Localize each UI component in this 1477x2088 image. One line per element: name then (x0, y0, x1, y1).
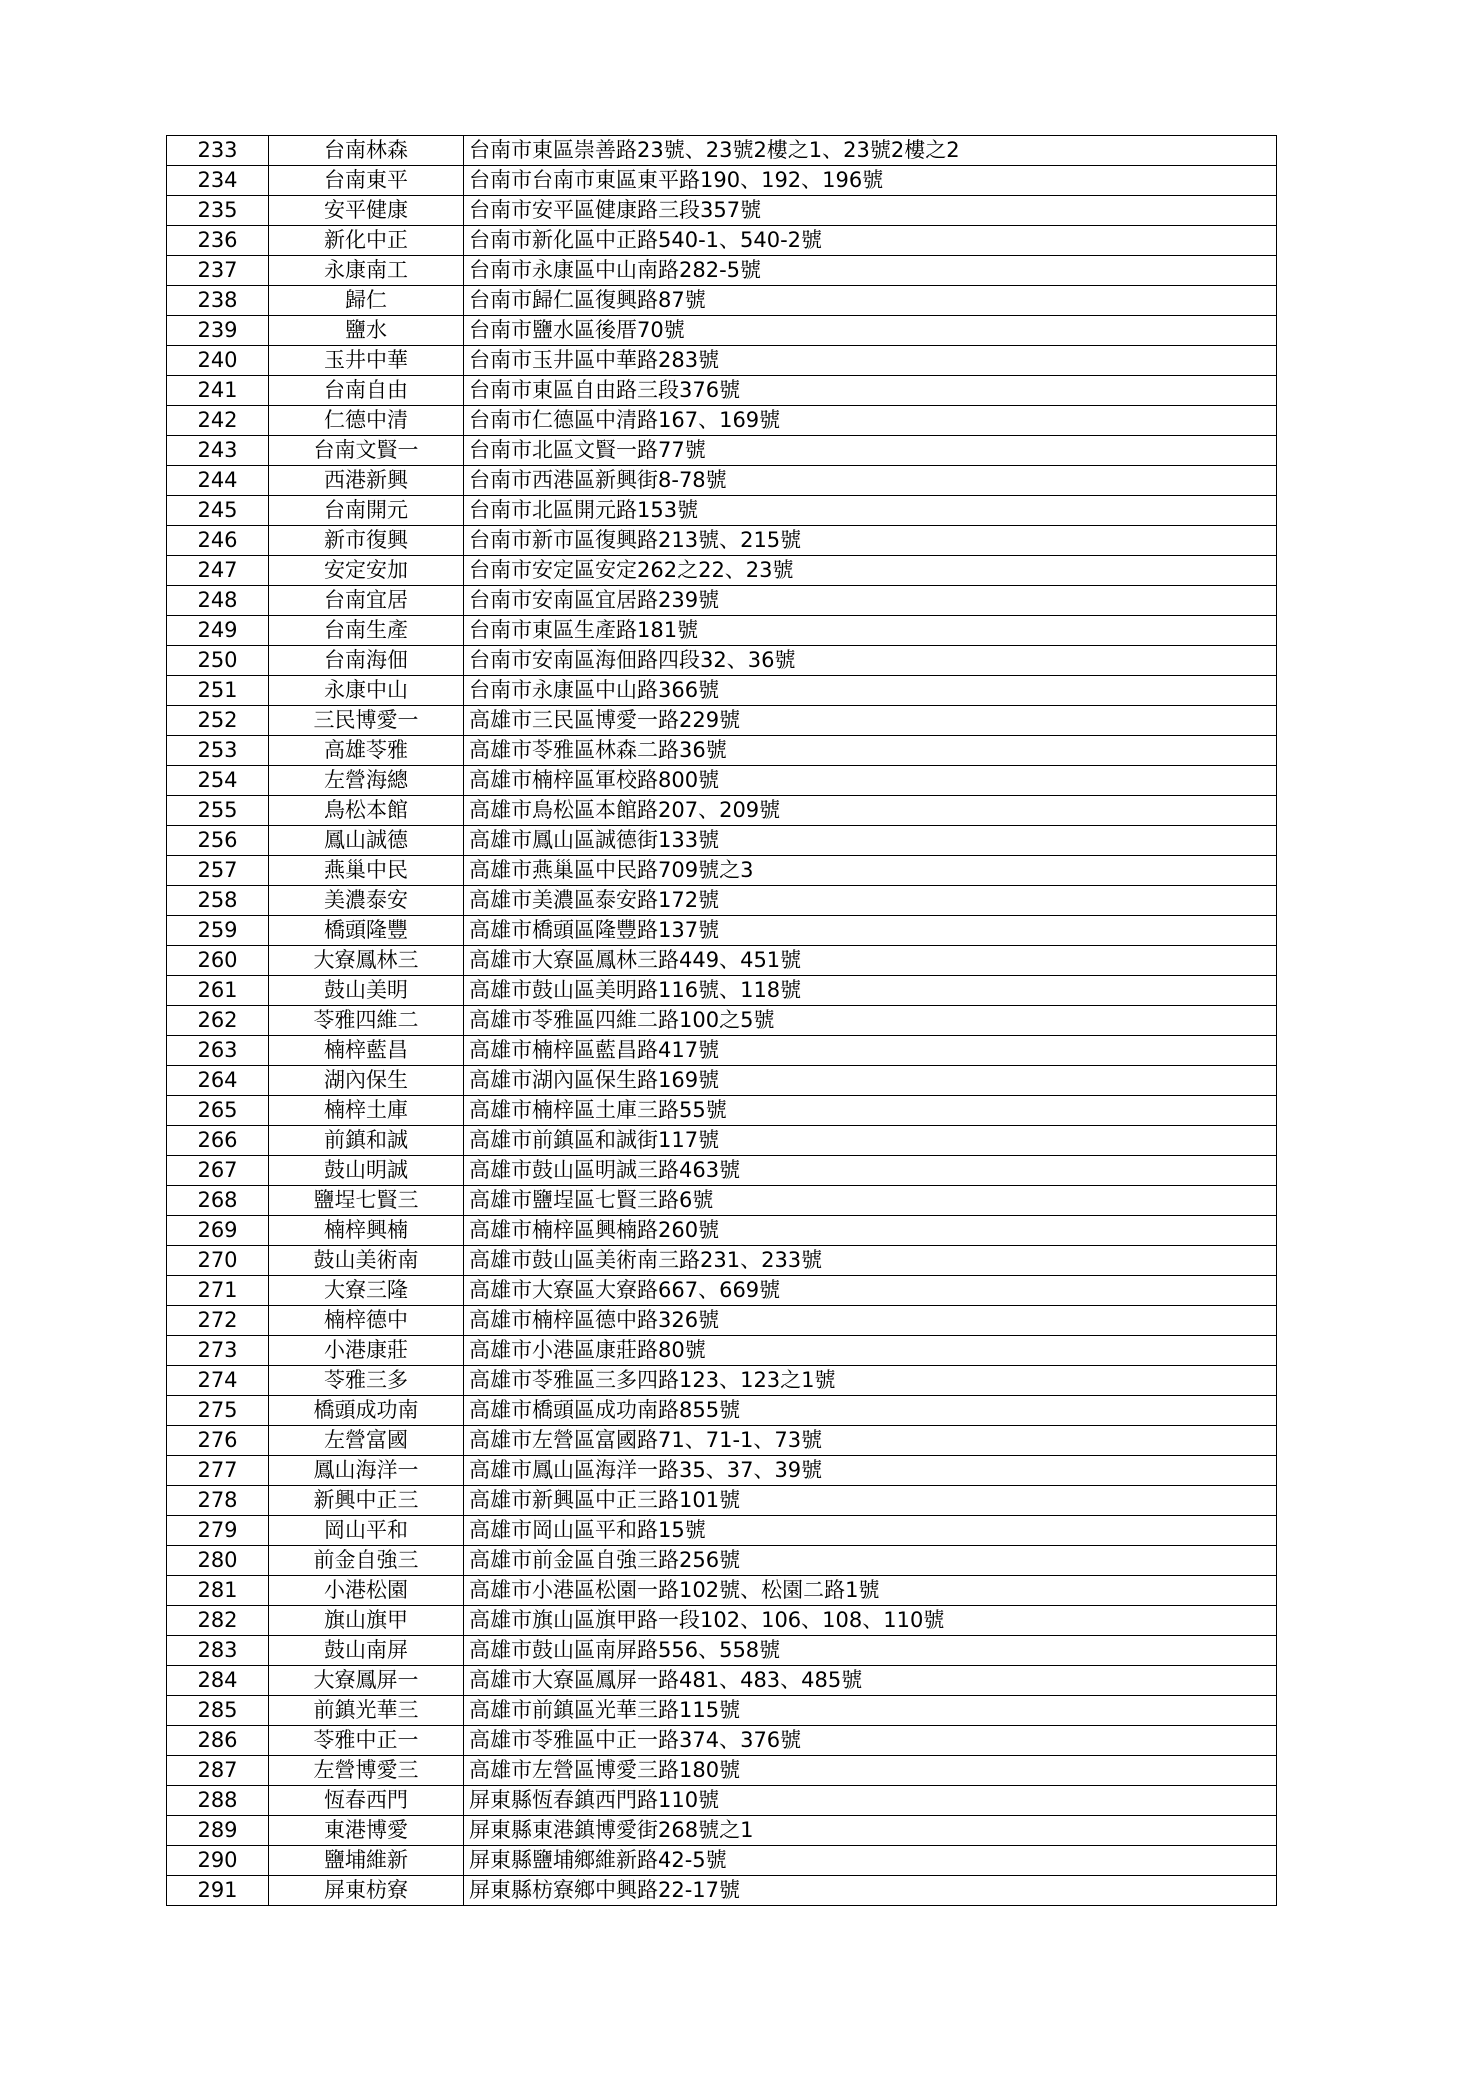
store-address: 高雄市旗山區旗甲路一段102、106、108、110號 (464, 1606, 1277, 1636)
table-row (167, 1516, 1277, 1546)
row-number: 257 (167, 856, 269, 886)
table-row (167, 706, 1277, 736)
row-number: 264 (167, 1066, 269, 1096)
store-name: 鼓山南屏 (269, 1636, 464, 1666)
row-number: 267 (167, 1156, 269, 1186)
table-row (167, 406, 1277, 436)
store-address: 高雄市美濃區泰安路172號 (464, 886, 1277, 916)
store-address: 高雄市前鎮區和誠街117號 (464, 1126, 1277, 1156)
table-row (167, 1606, 1277, 1636)
row-number: 237 (167, 256, 269, 286)
row-number: 274 (167, 1366, 269, 1396)
table-row (167, 1846, 1277, 1876)
row-number: 238 (167, 286, 269, 316)
table-body (167, 136, 1277, 1906)
row-number: 250 (167, 646, 269, 676)
table-row (167, 1456, 1277, 1486)
store-address: 台南市新化區中正路540-1、540-2號 (464, 226, 1277, 256)
store-address: 高雄市前金區自強三路256號 (464, 1546, 1277, 1576)
row-number: 242 (167, 406, 269, 436)
row-number: 284 (167, 1666, 269, 1696)
store-address: 屏東縣恆春鎮西門路110號 (464, 1786, 1277, 1816)
store-address: 高雄市左營區富國路71、71-1、73號 (464, 1426, 1277, 1456)
store-name: 旗山旗甲 (269, 1606, 464, 1636)
store-name: 恆春西門 (269, 1786, 464, 1816)
table-row (167, 1246, 1277, 1276)
store-name: 安平健康 (269, 196, 464, 226)
store-name: 楠梓土庫 (269, 1096, 464, 1126)
table-row (167, 196, 1277, 226)
table-row (167, 526, 1277, 556)
store-name: 楠梓興楠 (269, 1216, 464, 1246)
row-number: 275 (167, 1396, 269, 1426)
row-number: 253 (167, 736, 269, 766)
row-number: 289 (167, 1816, 269, 1846)
store-address: 高雄市岡山區平和路15號 (464, 1516, 1277, 1546)
row-number: 270 (167, 1246, 269, 1276)
store-address: 高雄市鹽埕區七賢三路6號 (464, 1186, 1277, 1216)
store-address: 台南市鹽水區後厝70號 (464, 316, 1277, 346)
row-number: 261 (167, 976, 269, 1006)
table-row (167, 346, 1277, 376)
store-name: 三民博愛一 (269, 706, 464, 736)
store-address: 高雄市楠梓區德中路326號 (464, 1306, 1277, 1336)
store-name: 台南海佃 (269, 646, 464, 676)
store-address: 台南市玉井區中華路283號 (464, 346, 1277, 376)
store-name: 新興中正三 (269, 1486, 464, 1516)
store-address: 高雄市橋頭區隆豐路137號 (464, 916, 1277, 946)
store-address: 高雄市楠梓區軍校路800號 (464, 766, 1277, 796)
store-name: 鳳山海洋一 (269, 1456, 464, 1486)
table-row (167, 1216, 1277, 1246)
store-name: 台南宜居 (269, 586, 464, 616)
table-row (167, 556, 1277, 586)
table-row (167, 1126, 1277, 1156)
table-row (167, 1276, 1277, 1306)
table-row (167, 1036, 1277, 1066)
row-number: 236 (167, 226, 269, 256)
store-name: 大寮鳳屏一 (269, 1666, 464, 1696)
store-name: 苓雅四維二 (269, 1006, 464, 1036)
store-name: 東港博愛 (269, 1816, 464, 1846)
store-address: 高雄市大寮區大寮路667、669號 (464, 1276, 1277, 1306)
store-address: 高雄市苓雅區三多四路123、123之1號 (464, 1366, 1277, 1396)
table-row (167, 376, 1277, 406)
row-number: 280 (167, 1546, 269, 1576)
row-number: 260 (167, 946, 269, 976)
row-number: 249 (167, 616, 269, 646)
store-address: 台南市安南區宜居路239號 (464, 586, 1277, 616)
store-address: 高雄市楠梓區土庫三路55號 (464, 1096, 1277, 1126)
store-name: 小港松園 (269, 1576, 464, 1606)
store-address: 台南市北區開元路153號 (464, 496, 1277, 526)
table-row (167, 1546, 1277, 1576)
store-name: 鹽埔維新 (269, 1846, 464, 1876)
store-name: 大寮鳳林三 (269, 946, 464, 976)
store-name: 台南開元 (269, 496, 464, 526)
store-address: 高雄市湖內區保生路169號 (464, 1066, 1277, 1096)
row-number: 282 (167, 1606, 269, 1636)
row-number: 271 (167, 1276, 269, 1306)
store-name: 左營海總 (269, 766, 464, 796)
table-row (167, 1876, 1277, 1906)
store-address: 高雄市楠梓區藍昌路417號 (464, 1036, 1277, 1066)
table-row (167, 856, 1277, 886)
row-number: 273 (167, 1336, 269, 1366)
row-number: 277 (167, 1456, 269, 1486)
store-name: 永康南工 (269, 256, 464, 286)
store-address-table (166, 135, 1277, 1906)
store-name: 燕巢中民 (269, 856, 464, 886)
table-row (167, 286, 1277, 316)
table-row (167, 766, 1277, 796)
row-number: 258 (167, 886, 269, 916)
store-name: 台南林森 (269, 136, 464, 166)
store-address: 高雄市大寮區鳳林三路449、451號 (464, 946, 1277, 976)
store-address: 高雄市前鎮區光華三路115號 (464, 1696, 1277, 1726)
store-address: 屏東縣東港鎮博愛街268號之1 (464, 1816, 1277, 1846)
row-number: 265 (167, 1096, 269, 1126)
store-name: 新市復興 (269, 526, 464, 556)
store-name: 玉井中華 (269, 346, 464, 376)
store-address: 台南市東區自由路三段376號 (464, 376, 1277, 406)
store-name: 鼓山明誠 (269, 1156, 464, 1186)
row-number: 251 (167, 676, 269, 706)
store-address: 高雄市大寮區鳳屏一路481、483、485號 (464, 1666, 1277, 1696)
row-number: 245 (167, 496, 269, 526)
store-name: 前金自強三 (269, 1546, 464, 1576)
store-address: 高雄市苓雅區四維二路100之5號 (464, 1006, 1277, 1036)
store-address: 台南市安平區健康路三段357號 (464, 196, 1277, 226)
store-address: 台南市新市區復興路213號、215號 (464, 526, 1277, 556)
store-name: 鼓山美明 (269, 976, 464, 1006)
store-address: 高雄市鳳山區誠德街133號 (464, 826, 1277, 856)
table-row (167, 736, 1277, 766)
store-name: 苓雅中正一 (269, 1726, 464, 1756)
table-row (167, 1186, 1277, 1216)
row-number: 256 (167, 826, 269, 856)
store-address: 高雄市三民區博愛一路229號 (464, 706, 1277, 736)
store-name: 西港新興 (269, 466, 464, 496)
store-name: 永康中山 (269, 676, 464, 706)
row-number: 263 (167, 1036, 269, 1066)
row-number: 276 (167, 1426, 269, 1456)
store-address: 高雄市燕巢區中民路709號之3 (464, 856, 1277, 886)
store-address: 高雄市鼓山區美明路116號、118號 (464, 976, 1277, 1006)
row-number: 283 (167, 1636, 269, 1666)
store-address: 高雄市左營區博愛三路180號 (464, 1756, 1277, 1786)
table-row (167, 226, 1277, 256)
store-address: 高雄市鼓山區明誠三路463號 (464, 1156, 1277, 1186)
row-number: 272 (167, 1306, 269, 1336)
row-number: 268 (167, 1186, 269, 1216)
row-number: 286 (167, 1726, 269, 1756)
store-address: 台南市東區崇善路23號、23號2樓之1、23號2樓之2 (464, 136, 1277, 166)
table-row (167, 646, 1277, 676)
store-address: 高雄市小港區康莊路80號 (464, 1336, 1277, 1366)
table-row (167, 1576, 1277, 1606)
table-row (167, 946, 1277, 976)
table-row (167, 496, 1277, 526)
table-row (167, 976, 1277, 1006)
store-address: 台南市東區生產路181號 (464, 616, 1277, 646)
table-row (167, 1726, 1277, 1756)
table-row (167, 1816, 1277, 1846)
store-address: 屏東縣鹽埔鄉維新路42-5號 (464, 1846, 1277, 1876)
row-number: 279 (167, 1516, 269, 1546)
store-name: 台南東平 (269, 166, 464, 196)
table-row (167, 826, 1277, 856)
store-name: 台南生產 (269, 616, 464, 646)
row-number: 290 (167, 1846, 269, 1876)
store-name: 左營博愛三 (269, 1756, 464, 1786)
store-name: 美濃泰安 (269, 886, 464, 916)
table-row (167, 136, 1277, 166)
store-address: 高雄市楠梓區興楠路260號 (464, 1216, 1277, 1246)
table-row (167, 316, 1277, 346)
row-number: 291 (167, 1876, 269, 1906)
row-number: 281 (167, 1576, 269, 1606)
row-number: 247 (167, 556, 269, 586)
store-address: 高雄市橋頭區成功南路855號 (464, 1396, 1277, 1426)
store-name: 楠梓藍昌 (269, 1036, 464, 1066)
store-name: 仁德中清 (269, 406, 464, 436)
store-name: 湖內保生 (269, 1066, 464, 1096)
store-name: 屏東枋寮 (269, 1876, 464, 1906)
store-address: 高雄市小港區松園一路102號、松園二路1號 (464, 1576, 1277, 1606)
table-row (167, 1306, 1277, 1336)
store-name: 鼓山美術南 (269, 1246, 464, 1276)
row-number: 287 (167, 1756, 269, 1786)
table-row (167, 1696, 1277, 1726)
table-row (167, 796, 1277, 826)
row-number: 243 (167, 436, 269, 466)
store-name: 鹽埕七賢三 (269, 1186, 464, 1216)
store-name: 左營富國 (269, 1426, 464, 1456)
store-address: 台南市安南區海佃路四段32、36號 (464, 646, 1277, 676)
store-address: 台南市台南市東區東平路190、192、196號 (464, 166, 1277, 196)
table-row (167, 916, 1277, 946)
store-address: 台南市北區文賢一路77號 (464, 436, 1277, 466)
row-number: 246 (167, 526, 269, 556)
store-name: 鹽水 (269, 316, 464, 346)
table-row (167, 586, 1277, 616)
table-row (167, 1426, 1277, 1456)
row-number: 252 (167, 706, 269, 736)
store-name: 橋頭成功南 (269, 1396, 464, 1426)
table-row (167, 1336, 1277, 1366)
store-address: 高雄市鳥松區本館路207、209號 (464, 796, 1277, 826)
store-name: 楠梓德中 (269, 1306, 464, 1336)
store-name: 安定安加 (269, 556, 464, 586)
row-number: 254 (167, 766, 269, 796)
store-name: 新化中正 (269, 226, 464, 256)
store-address: 高雄市鼓山區南屏路556、558號 (464, 1636, 1277, 1666)
store-name: 台南自由 (269, 376, 464, 406)
store-name: 小港康莊 (269, 1336, 464, 1366)
store-address: 台南市永康區中山路366號 (464, 676, 1277, 706)
store-name: 鳥松本館 (269, 796, 464, 826)
table-row (167, 1756, 1277, 1786)
store-address: 高雄市鳳山區海洋一路35、37、39號 (464, 1456, 1277, 1486)
store-address: 台南市安定區安定262之22、23號 (464, 556, 1277, 586)
table-row (167, 466, 1277, 496)
row-number: 240 (167, 346, 269, 376)
row-number: 248 (167, 586, 269, 616)
store-address: 高雄市鼓山區美術南三路231、233號 (464, 1246, 1277, 1276)
table-row (167, 1096, 1277, 1126)
table-row (167, 256, 1277, 286)
store-address: 台南市歸仁區復興路87號 (464, 286, 1277, 316)
row-number: 266 (167, 1126, 269, 1156)
row-number: 259 (167, 916, 269, 946)
store-name: 前鎮和誠 (269, 1126, 464, 1156)
store-address: 高雄市新興區中正三路101號 (464, 1486, 1277, 1516)
table-row (167, 1666, 1277, 1696)
store-address: 台南市永康區中山南路282-5號 (464, 256, 1277, 286)
table-row (167, 1396, 1277, 1426)
store-name: 苓雅三多 (269, 1366, 464, 1396)
store-name: 歸仁 (269, 286, 464, 316)
table-row (167, 1066, 1277, 1096)
row-number: 234 (167, 166, 269, 196)
table-row (167, 1636, 1277, 1666)
table-row (167, 1786, 1277, 1816)
table-row (167, 886, 1277, 916)
store-name: 鳳山誠德 (269, 826, 464, 856)
store-name: 台南文賢一 (269, 436, 464, 466)
table-row (167, 166, 1277, 196)
store-name: 橋頭隆豐 (269, 916, 464, 946)
row-number: 233 (167, 136, 269, 166)
table-row (167, 1006, 1277, 1036)
row-number: 255 (167, 796, 269, 826)
row-number: 288 (167, 1786, 269, 1816)
row-number: 241 (167, 376, 269, 406)
store-name: 岡山平和 (269, 1516, 464, 1546)
store-address: 高雄市苓雅區中正一路374、376號 (464, 1726, 1277, 1756)
store-name: 前鎮光華三 (269, 1696, 464, 1726)
row-number: 235 (167, 196, 269, 226)
row-number: 269 (167, 1216, 269, 1246)
table-row (167, 616, 1277, 646)
table-row (167, 1366, 1277, 1396)
store-address: 高雄市苓雅區林森二路36號 (464, 736, 1277, 766)
row-number: 262 (167, 1006, 269, 1036)
table-row (167, 1156, 1277, 1186)
row-number: 244 (167, 466, 269, 496)
row-number: 278 (167, 1486, 269, 1516)
store-address: 台南市仁德區中清路167、169號 (464, 406, 1277, 436)
store-name: 高雄苓雅 (269, 736, 464, 766)
row-number: 285 (167, 1696, 269, 1726)
store-name: 大寮三隆 (269, 1276, 464, 1306)
table-row (167, 1486, 1277, 1516)
table-row (167, 436, 1277, 466)
table-row (167, 676, 1277, 706)
store-address: 台南市西港區新興街8-78號 (464, 466, 1277, 496)
store-address: 屏東縣枋寮鄉中興路22-17號 (464, 1876, 1277, 1906)
row-number: 239 (167, 316, 269, 346)
